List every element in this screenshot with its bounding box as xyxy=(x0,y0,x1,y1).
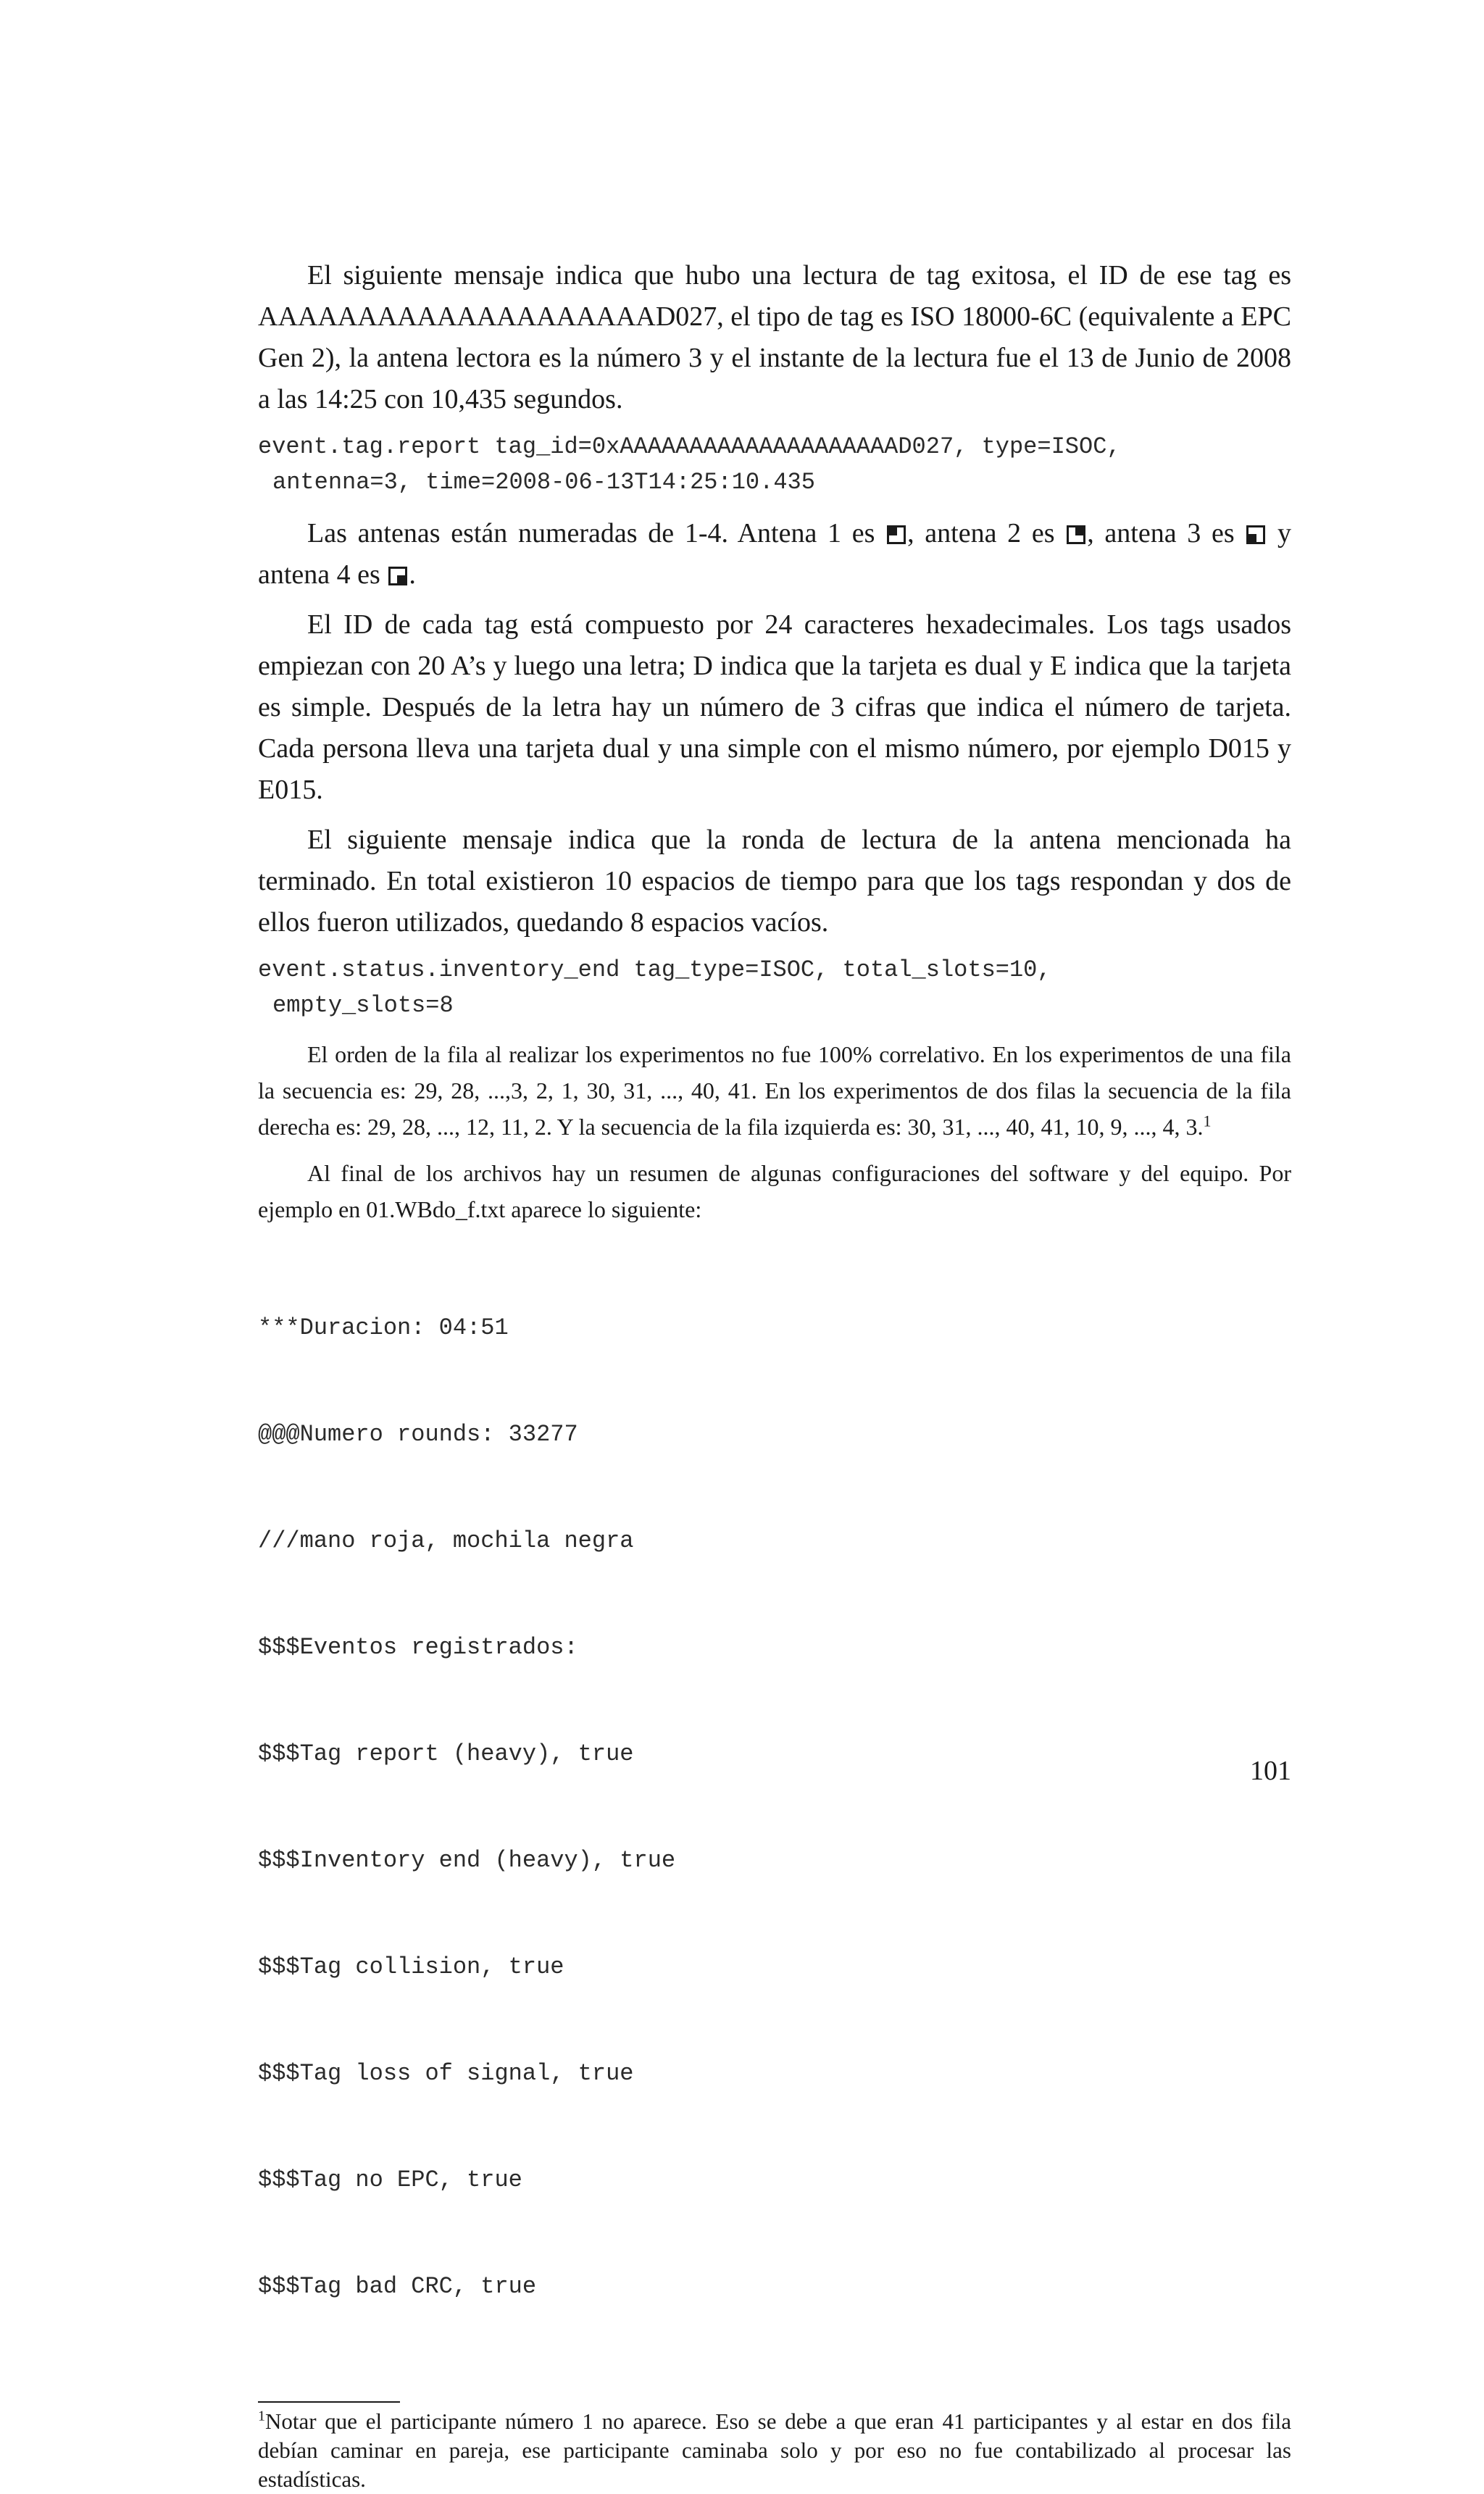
code-line: event.status.inventory_end tag_type=ISOC, total_slots=10, xyxy=(258,956,1051,983)
footnote-reference[interactable]: 1 xyxy=(1203,1112,1212,1130)
text-fragment: , antena 2 es xyxy=(907,518,1066,549)
footnote-mark: 1 xyxy=(258,2408,265,2424)
antenna-3-icon xyxy=(1246,525,1265,544)
code-line: ///mano roja, mochila negra xyxy=(258,1527,634,1554)
code-line: empty_slots=8 xyxy=(272,992,454,1019)
paragraph-inventory-end: El siguiente mensaje indica que la ronda de lectura de la antena mencionada ha terminado. En total existieron 10 espacios de tiempo para que los tags respondan y dos de ellos fueron utilizados, quedando 8 espacios vacíos. xyxy=(258,825,1291,938)
code-config-summary xyxy=(258,1239,1291,2375)
antenna-4-icon xyxy=(388,567,407,585)
paragraph-tag-read: El siguiente mensaje indica que hubo una lectura de tag exitosa, el ID de ese tag es AAAAAAAAAAAAAAAAAAAAD027, el tipo de tag es ISO 18000-6C (equivalente a EPC Gen 2), la antena lectora es la número 3 y el instante de la lectura fue el 13 de Junio de 2008 a las 14:25 con 10,435 segundos. xyxy=(258,260,1291,414)
code-line: $$$Tag collision, true xyxy=(258,1953,564,1980)
antenna-2-icon xyxy=(1067,525,1085,544)
text-fragment: y antena 4 es xyxy=(258,518,1292,590)
code-line: ***Duracion: 04:51 xyxy=(258,1314,509,1341)
code-line: @@@Numero rounds: 33277 xyxy=(258,1421,578,1448)
paragraph-row-order xyxy=(258,1036,1291,1145)
paragraph-antennas xyxy=(258,513,1291,596)
code-line: $$$Inventory end (heavy), true xyxy=(258,1847,676,1874)
code-line: antenna=3, time=2008-06-13T14:25:10.435 xyxy=(272,469,815,496)
code-line: event.tag.report tag_id=0xAAAAAAAAAAAAAAAAAAAAD027, type=ISOC, xyxy=(258,433,1121,460)
code-line: $$$Tag no EPC, true xyxy=(258,2166,522,2193)
text-fragment: Las antenas están numeradas de 1-4. Antena 1 es xyxy=(307,518,886,549)
code-inventory-end xyxy=(258,952,1291,1023)
code-tag-report xyxy=(258,429,1291,500)
footnote-divider xyxy=(258,2401,400,2403)
antenna-1-icon xyxy=(887,525,906,544)
page-content xyxy=(258,255,1291,2494)
paragraph-summary: Al final de los archivos hay un resumen de algunas configuraciones del software y del equipo. Por ejemplo en 01.WBdo_f.txt aparece lo siguiente: xyxy=(258,1160,1291,1222)
code-line: $$$Tag bad CRC, true xyxy=(258,2273,537,2300)
text-fragment: . xyxy=(409,559,416,590)
paragraph-tag-id: El ID de cada tag está compuesto por 24 caracteres hexadecimales. Los tags usados empiezan con 20 A’s y luego una letra; D indica que la tarjeta es dual y E indica que la tarjeta es simple. Después de la letra hay un número de 3 cifras que indica el número de tarjeta. Cada persona lleva una tarjeta dual y una simple con el mismo número, por ejemplo D015 y E015. xyxy=(258,609,1291,805)
text-fragment: El orden de la fila al realizar los experimentos no fue 100% correlativo. En los experimentos de una fila la secuencia es: 29, 28, ...,3, 2, 1, 30, 31, ..., 40, 41. En los experimentos de dos filas la secuencia de la fila derecha es: 29, 28, ..., 12, 11, 2. Y la secuencia de la fila izquierda es: 30, 31, ..., 40, 41, 10, 9, ..., 4, 3. xyxy=(258,1041,1291,1140)
page-number: 101 xyxy=(1250,1756,1291,1786)
code-line: $$$Tag report (heavy), true xyxy=(258,1740,634,1767)
text-fragment: , antena 3 es xyxy=(1087,518,1246,549)
code-line: $$$Tag loss of signal, true xyxy=(258,2060,634,2087)
footnote xyxy=(258,2407,1291,2494)
code-line: $$$Eventos registrados: xyxy=(258,1634,578,1661)
footnote-text: Notar que el participante número 1 no aparece. Eso se debe a que eran 41 participantes y al estar en dos fila debían caminar en pareja, ese participante caminaba solo y por eso no fue contabilizado al procesar las estadísticas. xyxy=(258,2408,1291,2492)
